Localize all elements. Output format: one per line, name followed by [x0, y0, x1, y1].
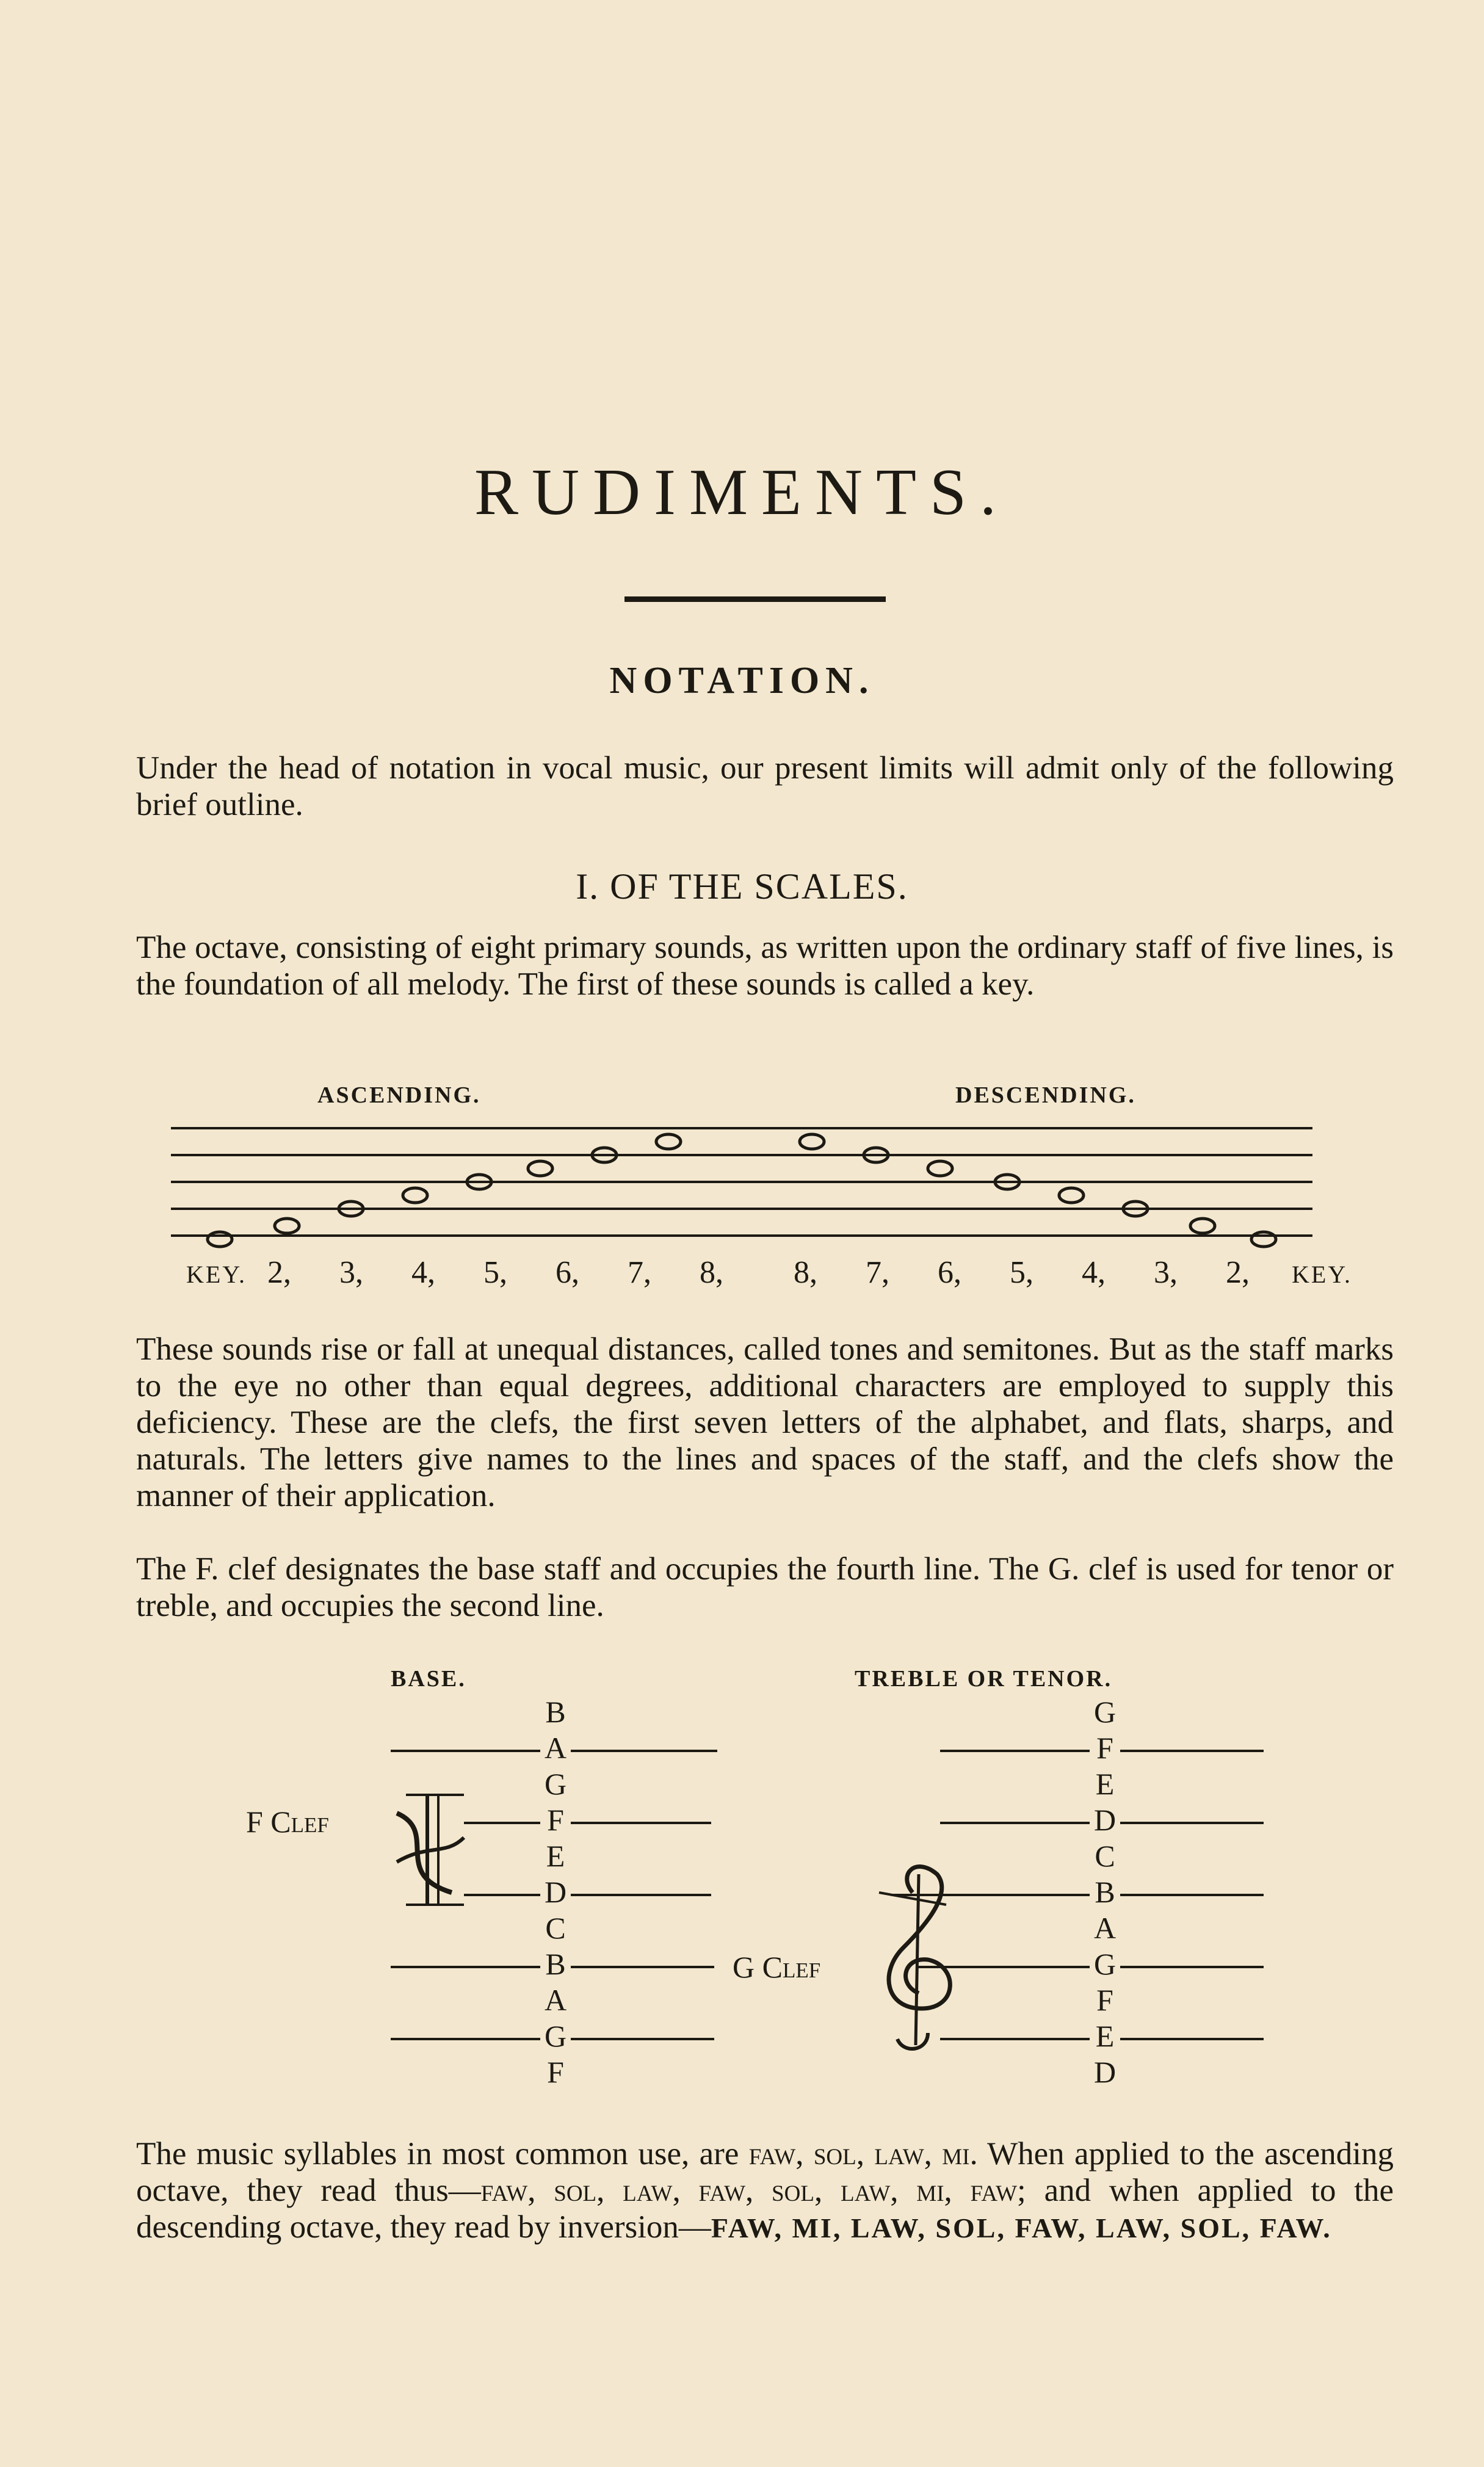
f-clef-icon — [397, 1795, 464, 1905]
staff-letter: D — [1093, 2055, 1117, 2089]
staff-letter: F — [1096, 1983, 1113, 2017]
ascending-numbers — [186, 1255, 764, 1291]
note — [403, 1188, 427, 1203]
scale-number: 7, — [866, 1255, 889, 1290]
staff-letter: G — [1093, 1695, 1117, 1729]
scale-number: 5, — [1010, 1255, 1033, 1290]
staff-letter: G — [544, 1767, 567, 1801]
tones-paragraph: These sounds rise or fall at unequal distances, called tones and semitones. But as the staff marks to the eye no other than equal degrees, additional characters are employed to supply this deficiency. These are the clefs, the first seven letters of the alphabet, and flats, sharps, and naturals. The letters give names to the lines and spaces of the staff, and the clefs show the manner of their application. — [136, 1331, 1394, 1513]
section-heading: NOTATION. — [609, 660, 875, 701]
scale-number: 7, — [628, 1255, 651, 1290]
syllables-text-1: The music syllables in most common use, are — [136, 2136, 739, 2172]
staff-letter: B — [545, 1947, 566, 1981]
scales-paragraph: The octave, consisting of eight primary sounds, as written upon the ordinary staff of five lines, is the foundation of all melody. The first of these sounds is called a key. — [136, 930, 1394, 1002]
staff-letter: E — [546, 1839, 565, 1873]
staff-letter: C — [1095, 1839, 1115, 1873]
staff-letter: F — [547, 1803, 564, 1837]
staff-letter: G — [1093, 1947, 1117, 1981]
descending-syllables: FAW, MI, LAW, SOL, FAW, LAW, SOL, FAW. — [711, 2212, 1332, 2244]
staff-letter: E — [1095, 2019, 1115, 2053]
descending-label: DESCENDING. — [955, 1082, 1136, 1108]
note — [275, 1219, 299, 1233]
scale-number: 6, — [556, 1255, 579, 1290]
f-clef-label: F Clef — [246, 1805, 329, 1839]
scale-number: 8, — [794, 1255, 817, 1290]
staff-letter: E — [1095, 1767, 1115, 1801]
staff-letter: F — [1096, 1731, 1113, 1765]
note — [1190, 1219, 1215, 1233]
scales-heading: I. OF THE SCALES. — [576, 866, 908, 907]
scale-number: 5, — [483, 1255, 507, 1290]
key-label: KEY. — [1292, 1261, 1353, 1288]
staff-letter: G — [544, 2019, 567, 2053]
descending-numbers — [794, 1255, 1352, 1291]
note — [1251, 1232, 1276, 1247]
note — [928, 1161, 952, 1176]
syllables-paragraph — [136, 2136, 1394, 2247]
staff-letter: B — [545, 1695, 566, 1729]
staff-letter: D — [544, 1875, 567, 1909]
scale-number: 6, — [938, 1255, 961, 1290]
g-clef-label: G Clef — [733, 1950, 821, 1984]
scale-number: 8, — [700, 1255, 723, 1290]
syllables-text-2: When applied to the ascending octave, they read thus— — [136, 2136, 1394, 2208]
staff-letter: B — [1095, 1875, 1115, 1909]
clef-paragraph: The F. clef designates the base staff and occupies the fourth line. The G. clef is used for tenor or treble, and occupies the second line. — [136, 1551, 1394, 1623]
scale-number: 4, — [411, 1255, 435, 1290]
staff-letter: A — [1093, 1911, 1117, 1945]
title-rule — [624, 596, 886, 602]
scale-number: 2, — [1226, 1255, 1250, 1290]
staff-letter: D — [1093, 1803, 1117, 1837]
treble-label: TREBLE OR TENOR. — [855, 1666, 1113, 1692]
scale-number: 2, — [267, 1255, 291, 1290]
staff-letter: C — [545, 1911, 566, 1945]
scale-staff — [165, 1117, 1325, 1270]
scale-number: 4, — [1082, 1255, 1106, 1290]
note — [656, 1134, 681, 1149]
note — [528, 1161, 552, 1176]
intro-paragraph: Under the head of notation in vocal music, our present limits will admit only of the following brief outline. — [136, 750, 1394, 822]
staff-letter: A — [544, 1731, 567, 1765]
staff-letter: F — [547, 2055, 564, 2089]
clef-staves — [0, 1691, 1484, 2112]
base-label: BASE. — [391, 1666, 466, 1692]
page-title: RUDIMENTS. — [474, 456, 1010, 529]
note — [1059, 1188, 1084, 1203]
key-label: KEY. — [186, 1261, 247, 1288]
note — [208, 1232, 232, 1247]
ascending-label: ASCENDING. — [317, 1082, 481, 1108]
staff-letter: A — [544, 1983, 567, 2017]
syllables-text-3: and when applied to the descending octave, they read by inversion— — [136, 2173, 1394, 2245]
scale-number: 3, — [1154, 1255, 1178, 1290]
ascending-syllables: faw, sol, law, faw, sol, law, mi, faw; — [480, 2173, 1026, 2208]
syllables-list: faw, sol, law, mi. — [748, 2136, 978, 2172]
note — [800, 1134, 824, 1149]
scale-number: 3, — [339, 1255, 363, 1290]
